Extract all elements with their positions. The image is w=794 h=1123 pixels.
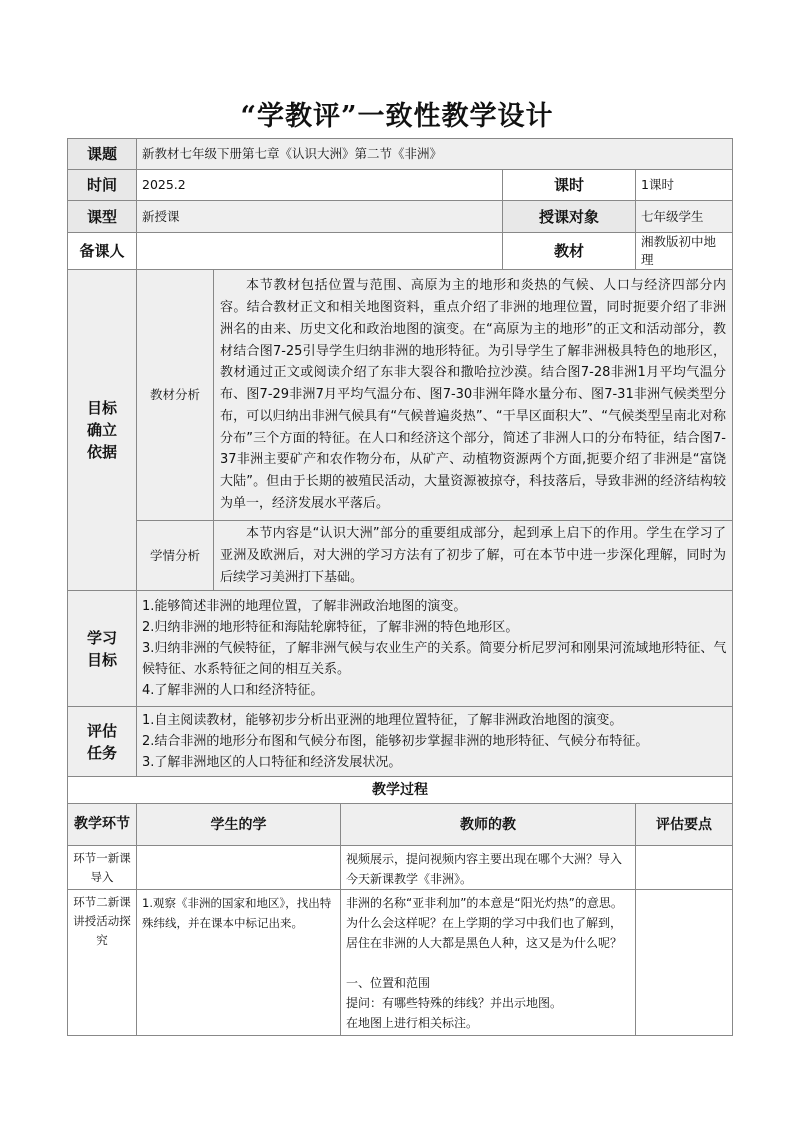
- assessment-list: [137, 707, 733, 777]
- document-title: “学教评”一致性教学设计: [240, 101, 554, 132]
- student-text: 本节内容是“认识大洲”部分的重要组成部分，起到承上启下的作用。学生在学习了亚洲及欧洲后，对大洲的学习方法有了初步了解，可在本节中进一步深化理解，同时为后续学习美洲打下基础。: [214, 521, 733, 591]
- table-row: [68, 846, 733, 890]
- assessment-label-text: 评估任务: [87, 721, 118, 762]
- lesson-plan-table: [67, 138, 733, 1036]
- textbook-value: 湘教版初中地理: [636, 233, 733, 270]
- hours-label: 课时: [503, 170, 636, 201]
- goals-label: [68, 591, 137, 707]
- time-label: 时间: [68, 170, 137, 201]
- textbook-label: 教材: [503, 233, 636, 270]
- goal-item: 3.归纳非洲的气候特征，了解非洲气候与农业生产的关系。简要分析尼罗河和刚果河流域地形特征、气候特征、水系特征之间的相互关系。: [142, 641, 727, 678]
- type-value: 新授课: [137, 201, 503, 233]
- assessment-item: 2.结合非洲的地形分布图和气候分布图，能够初步掌握非洲的地形特征、气候分布特征。: [142, 734, 649, 750]
- col-teacher-header: 教师的教: [341, 804, 636, 846]
- goals-row: [68, 591, 733, 707]
- audience-value: 七年级学生: [636, 201, 733, 233]
- goals-list: [137, 591, 733, 707]
- process-header-row: [68, 804, 733, 846]
- material-analysis-row: [68, 270, 733, 521]
- goal-item: 1.能够简述非洲的地理位置，了解非洲政治地图的演变。: [142, 599, 467, 615]
- table-row: [68, 890, 733, 1036]
- teacher-line: 非洲的名称“亚非利加”的本意是“阳光灼热”的意思。为什么会这样呢？在上学期的学习中我们也了解到，居住在非洲的人大都是黑色人种，这又是为什么呢？: [346, 896, 623, 951]
- time-row: [68, 170, 733, 201]
- eval-cell: [636, 890, 733, 1036]
- eval-cell: [636, 846, 733, 890]
- process-heading: 教学过程: [68, 777, 733, 804]
- stage-cell: 环节一新课导入: [68, 846, 137, 890]
- teacher-line: [346, 953, 630, 973]
- student-analysis-row: [68, 521, 733, 591]
- hours-value: 1课时: [636, 170, 733, 201]
- topic-value: 新教材七年级下册第七章《认识大洲》第二节《非洲》: [137, 139, 733, 170]
- type-row: [68, 201, 733, 233]
- col-eval-header: 评估要点: [636, 804, 733, 846]
- teacher-line: 提问：有哪些特殊的纬线？并出示地图。: [346, 996, 563, 1011]
- assessment-label: [68, 707, 137, 777]
- assessment-item: 3.了解非洲地区的人口特征和经济发展状况。: [142, 755, 402, 771]
- teacher-line: 在地图上进行相关标注。: [346, 1016, 479, 1031]
- audience-label: 授课对象: [503, 201, 636, 233]
- preparer-row: [68, 233, 733, 270]
- preparer-label: 备课人: [68, 233, 137, 270]
- type-label: 课型: [68, 201, 137, 233]
- process-heading-row: [68, 777, 733, 804]
- student-label: 学情分析: [137, 521, 214, 591]
- goal-item: 2.归纳非洲的地形特征和海陆轮廓特征，了解非洲的特色地形区。: [142, 620, 519, 636]
- goal-item: 4.了解非洲的人口和经济特征。: [142, 683, 324, 699]
- student-cell: 1.观察《非洲的国家和地区》，找出特殊纬线，并在课本中标记出来。: [137, 890, 341, 1036]
- teacher-line: 一、位置和范围: [346, 976, 431, 991]
- col-student-header: 学生的学: [137, 804, 341, 846]
- basis-label: [68, 270, 137, 591]
- stage-cell: 环节二新课讲授活动探究: [68, 890, 137, 1036]
- assessment-row: [68, 707, 733, 777]
- basis-label-text: 目标确立依据: [87, 399, 118, 462]
- material-text: 本节教材包括位置与范围、高原为主的地形和炎热的气候、人口与经济四部分内容。结合教材正文和相关地图资料，重点介绍了非洲的地理位置，同时扼要介绍了非洲洲名的由来、历史文化和政治地图的演变。在“高原为主的地形”的正文和活动部分，教材结合图7-25引导学生归纳非洲的地形特征。为引导学生了解非洲极具特色的地形区，教材通过正文或阅读介绍了东非大裂谷和撒哈拉沙漠。结合图7-28非洲1月平均气温分布、图7-29非洲7月平均气温分布、图7-30非洲年降水量分布、图7-31非洲气候类型分布，可以归纳出非洲气候具有“气候普遍炎热”、“干旱区面积大”、“气候类型呈南北对称分布”三个方面的特征。在人口和经济这个部分，简述了非洲人口的分布特征，结合图7-37非洲主要矿产和农作物分布，从矿产、动植物资源两个方面,扼要介绍了非洲是“富饶大陆”。但由于长期的被殖民活动，大量资源被掠夺，科技落后，导致非洲的经济结构较为单一，经济发展水平落后。: [214, 270, 733, 521]
- goals-label-text: 学习目标: [87, 628, 118, 669]
- material-label: 教材分析: [137, 270, 214, 521]
- col-stage-header: 教学环节: [68, 804, 137, 846]
- topic-label: 课题: [68, 139, 137, 170]
- student-cell: [137, 846, 341, 890]
- teacher-line: 视频展示，提问视频内容主要出现在哪个大洲？导入今天新课教学《非洲》。: [346, 852, 623, 887]
- preparer-value: [137, 233, 503, 270]
- teacher-cell: [341, 890, 636, 1036]
- assessment-item: 1.自主阅读教材，能够初步分析出亚洲的地理位置特征，了解非洲政治地图的演变。: [142, 713, 623, 729]
- topic-row: [68, 139, 733, 170]
- teacher-cell: [341, 846, 636, 890]
- time-value: 2025.2: [137, 170, 503, 201]
